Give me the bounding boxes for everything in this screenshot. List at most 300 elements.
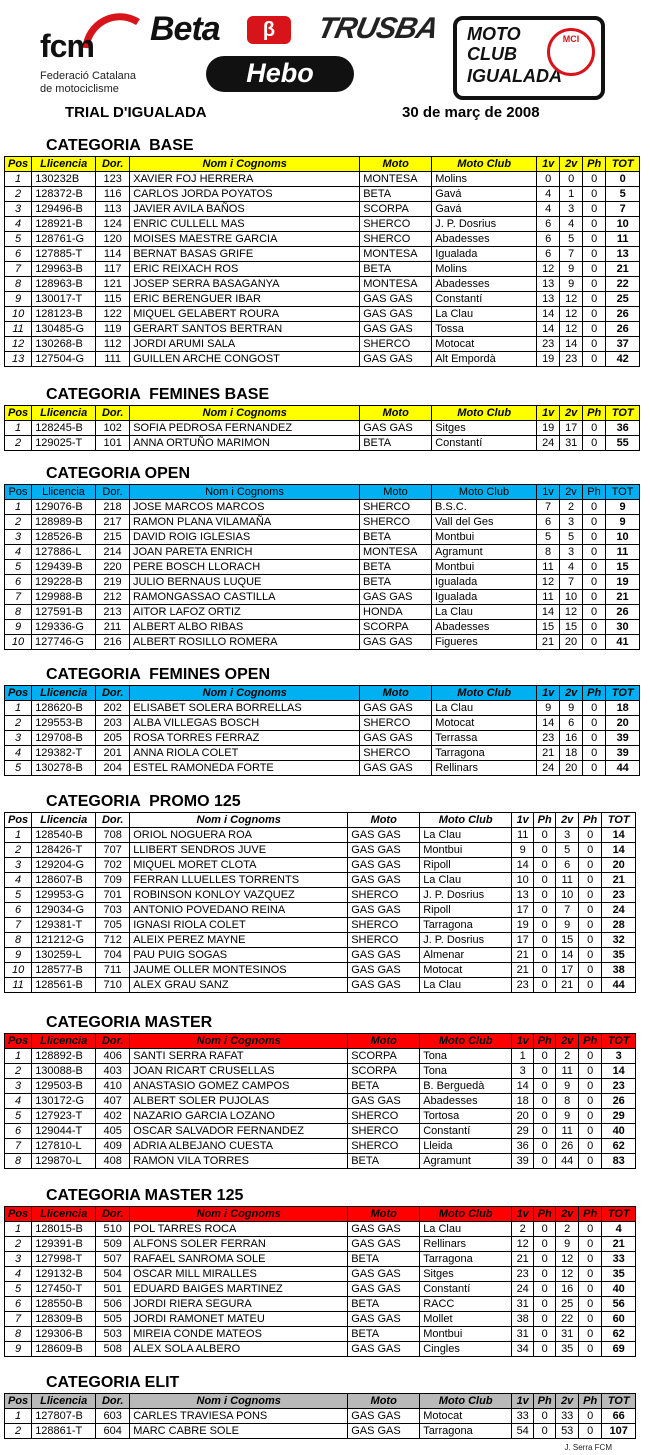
table-cell: 6 [537,217,560,232]
table-cell: 0 [579,918,602,933]
table-cell: 603 [96,1409,130,1424]
table-cell: SHERCO [360,217,432,232]
table-row [5,1297,636,1312]
table-cell: GAS GAS [348,843,420,858]
table-cell: 0 [579,1252,602,1267]
table-cell: 56 [602,1297,636,1312]
table-cell: 5 [5,1282,32,1297]
table-cell: 128372-B [32,187,96,202]
table-cell: 2 [556,1222,579,1237]
table-cell: Igualada [432,575,537,590]
table-cell: 4 [5,545,32,560]
table-header-row [5,1394,636,1409]
table-cell: JOAN PARETA ENRICH [130,545,360,560]
table-cell: 23 [602,888,636,903]
table-cell: B.S.C. [432,500,537,515]
table-cell: Tossa [432,322,537,337]
table-cell: 129708-B [32,731,96,746]
table-cell: 1 [512,1049,534,1064]
table-cell: B. Berguedà [420,1079,512,1094]
table-cell: SHERCO [348,918,420,933]
column-header: Ph [583,406,606,421]
table-cell: 0 [583,436,606,451]
table-cell: MONTESA [360,545,432,560]
table-cell: 62 [602,1327,636,1342]
table-cell: 215 [96,530,130,545]
table-cell: 21 [537,635,560,650]
table-cell: 11 [512,828,534,843]
table-cell: 9 [537,701,560,716]
table-cell: 2 [5,436,32,451]
table-cell: 121212-G [32,933,96,948]
table-cell: 8 [5,277,32,292]
table-cell: ALBERT SOLER PUJOLAS [130,1094,348,1109]
table-cell: 36 [512,1139,534,1154]
table-cell: 53 [556,1424,579,1439]
table-cell: GAS GAS [348,828,420,843]
column-header: Nom i Cognoms [130,1034,348,1049]
table-cell: 9 [556,918,579,933]
column-header: Moto Club [432,157,537,172]
table-cell: GAS GAS [348,873,420,888]
table-cell: ORIOL NOGUERA ROA [130,828,348,843]
footer-credit: J. Serra FCM [564,1443,612,1452]
column-header: Pos [5,686,32,701]
table-cell: 4 [602,1222,636,1237]
table-cell: GAS GAS [348,1312,420,1327]
table-cell: 21 [602,873,636,888]
table-cell: 0 [534,873,556,888]
table-cell: GAS GAS [360,322,432,337]
table-row [5,873,636,888]
table-cell: 0 [583,247,606,262]
table-cell: 13 [537,292,560,307]
table-cell: 0 [579,1342,602,1357]
table-cell: GAS GAS [360,590,432,605]
table-row [5,1409,636,1424]
table-cell: GAS GAS [348,1094,420,1109]
table-cell: JOSEP SERRA BASAGANYA [130,277,360,292]
table-cell: 4 [537,187,560,202]
table-row [5,933,636,948]
table-cell: 11 [556,1124,579,1139]
table-cell: ROSA TORRES FERRAZ [130,731,360,746]
table-row [5,337,640,352]
table-cell: ELISABET SOLERA BORRELLAS [130,701,360,716]
column-header: 1v [512,1394,534,1409]
table-cell: 703 [96,903,130,918]
table-cell: J. P. Dosrius [420,888,512,903]
table-cell: 503 [96,1327,130,1342]
table-cell: 0 [606,172,640,187]
table-cell: CARLES TRAVIESA PONS [130,1409,348,1424]
column-header: 1v [537,686,560,701]
column-header: TOT [606,686,640,701]
column-header: Nom i Cognoms [130,485,360,500]
table-row [5,277,640,292]
table-cell: 9 [5,620,32,635]
table-cell: 0 [579,1327,602,1342]
table-row [5,1064,636,1079]
table-cell: 128963-B [32,277,96,292]
column-header: Ph [534,813,556,828]
table-cell: 0 [534,918,556,933]
table-cell: 4 [5,873,32,888]
table-cell: BETA [360,530,432,545]
table-cell: 28 [602,918,636,933]
table-cell: 0 [579,1139,602,1154]
table-cell: 0 [583,500,606,515]
column-header: Llicencia [32,1207,96,1222]
table-cell: Agramunt [420,1154,512,1169]
table-cell: Montbui [420,1327,512,1342]
table-cell: 10 [606,217,640,232]
table-cell: 0 [583,232,606,247]
table-cell: 6 [5,1124,32,1139]
table-cell: 4 [5,217,32,232]
table-cell: 0 [583,560,606,575]
table-cell: RAFAEL SANROMA SOLE [130,1252,348,1267]
table-cell: GAS GAS [348,858,420,873]
table-cell: 129988-B [32,590,96,605]
table-row [5,1237,636,1252]
table-cell: 0 [534,933,556,948]
table-cell: BETA [348,1252,420,1267]
column-header: Nom i Cognoms [130,406,360,421]
table-cell: 15 [606,560,640,575]
table-cell: 130172-G [32,1094,96,1109]
table-cell: MONTESA [360,277,432,292]
table-cell: 12 [560,605,583,620]
table-cell: 127886-L [32,545,96,560]
table-cell: 504 [96,1267,130,1282]
table-cell: BETA [348,1154,420,1169]
table-cell: 26 [606,605,640,620]
table-cell: 0 [583,620,606,635]
table-row [5,530,640,545]
table-cell: 4 [5,746,32,761]
table-cell: 501 [96,1282,130,1297]
column-header: Ph [583,686,606,701]
fcm-logo-text: fcm [40,28,94,64]
table-cell: 7 [606,202,640,217]
table-cell: 604 [96,1424,130,1439]
table-cell: 3 [5,530,32,545]
table-cell: Sitges [432,421,537,436]
table-cell: 6 [560,716,583,731]
table-row [5,322,640,337]
table-cell: 3 [5,202,32,217]
table-cell: ANNA RIOLA COLET [130,746,360,761]
table-cell: SCORPA [360,202,432,217]
table-cell: PERE BOSCH LLORACH [130,560,360,575]
table-cell: 23 [602,1079,636,1094]
table-cell: 0 [579,843,602,858]
table-cell: 3 [5,731,32,746]
table-cell: 2 [5,716,32,731]
table-cell: GAS GAS [360,701,432,716]
table-cell: 7 [560,575,583,590]
column-header: Moto Club [432,485,537,500]
table-cell: GAS GAS [360,731,432,746]
table-cell: ERIC REIXACH ROS [130,262,360,277]
table-cell: SHERCO [348,888,420,903]
table-cell: 0 [534,1222,556,1237]
table-cell: 17 [560,421,583,436]
table-cell: 40 [602,1282,636,1297]
table-cell: Ripoll [420,903,512,918]
table-cell: 712 [96,933,130,948]
table-cell: ALEX SOLA ALBERO [130,1342,348,1357]
table-cell: JORDI RIERA SEGURA [130,1297,348,1312]
table-cell: La Clau [432,307,537,322]
column-header: TOT [606,406,640,421]
table-cell: 128245-B [32,421,96,436]
table-cell: 9 [560,701,583,716]
table-cell: 130259-L [32,948,96,963]
table-cell: 0 [583,322,606,337]
column-header: Moto Club [420,1034,512,1049]
table-cell: JULIO BERNAUS LUQUE [130,575,360,590]
table-cell: GAS GAS [360,292,432,307]
table-cell: 19 [537,421,560,436]
table-cell: 120 [96,232,130,247]
trrs-logo: TRUSBA [314,12,441,45]
table-cell: 14 [512,1079,534,1094]
table-cell: 4 [537,202,560,217]
table-row [5,828,636,843]
table-cell: 0 [579,1237,602,1252]
table-cell: 13 [537,277,560,292]
table-cell: 14 [537,716,560,731]
table-row [5,903,636,918]
table-cell: 129553-B [32,716,96,731]
table-cell: ALEX GRAU SANZ [130,978,348,993]
table-cell: SHERCO [348,933,420,948]
column-header: TOT [606,157,640,172]
fcm-subtitle-line-1: Federació Catalana [40,70,137,82]
category-title: CATEGORIA ELIT [46,1374,180,1391]
table-cell: 0 [583,515,606,530]
table-cell: JORDI ARUMI SALA [130,337,360,352]
table-cell: 2 [5,1064,32,1079]
column-header: Moto Club [420,813,512,828]
table-cell: 2 [5,843,32,858]
table-cell: 129496-B [32,202,96,217]
table-cell: 129953-G [32,888,96,903]
table-cell: 18 [560,746,583,761]
table-cell: 1 [5,701,32,716]
table-cell: 130278-B [32,761,96,776]
table-cell: 0 [534,1139,556,1154]
table-cell: 24 [537,761,560,776]
table-cell: 0 [534,948,556,963]
table-cell: 14 [602,1064,636,1079]
table-cell: 507 [96,1252,130,1267]
table-cell: ALEIX PEREZ MAYNE [130,933,348,948]
table-cell: 22 [606,277,640,292]
table-cell: 127885-T [32,247,96,262]
table-cell: Agramunt [432,545,537,560]
column-header: Dor. [96,813,130,828]
table-cell: 129336-G [32,620,96,635]
table-cell: La Clau [432,605,537,620]
table-row [5,232,640,247]
table-cell: 510 [96,1222,130,1237]
table-cell: 3 [5,858,32,873]
table-cell: 0 [534,1282,556,1297]
table-cell: 20 [560,761,583,776]
table-cell: 0 [583,716,606,731]
column-header: Dor. [96,406,130,421]
table-cell: 107 [602,1424,636,1439]
table-cell: 403 [96,1064,130,1079]
column-header: 1v [537,157,560,172]
column-header: Ph [534,1394,556,1409]
table-cell: 128309-B [32,1312,96,1327]
table-cell: GAS GAS [348,978,420,993]
table-cell: 111 [96,352,130,367]
table-cell: 128577-B [32,963,96,978]
table-cell: 44 [606,761,640,776]
column-header: 2v [556,1394,579,1409]
column-header: 2v [560,686,583,701]
table-cell: 707 [96,843,130,858]
column-header: Moto [348,813,420,828]
table-cell: Alt Empordà [432,352,537,367]
column-header: Pos [5,485,32,500]
table-cell: 6 [556,858,579,873]
table-cell: 0 [579,1297,602,1312]
table-cell: GAS GAS [348,1222,420,1237]
table-cell: 25 [556,1297,579,1312]
table-cell: SCORPA [360,620,432,635]
table-cell: 62 [602,1139,636,1154]
event-date: 30 de març de 2008 [402,104,540,121]
table-cell: 203 [96,716,130,731]
table-cell: 12 [560,322,583,337]
table-cell: 1 [5,500,32,515]
table-cell: 31 [512,1327,534,1342]
table-cell: 129228-B [32,575,96,590]
table-cell: 128123-B [32,307,96,322]
table-cell: 44 [556,1154,579,1169]
table-cell: Figueres [432,635,537,650]
table-row [5,575,640,590]
table-cell: 0 [534,1064,556,1079]
table-cell: 5 [5,232,32,247]
table-cell: SCORPA [348,1049,420,1064]
table-cell: 4 [5,1094,32,1109]
table-row [5,1139,636,1154]
table-cell: 129306-B [32,1327,96,1342]
table-cell: RAMONGASSAO CASTILLA [130,590,360,605]
table-cell: 5 [560,530,583,545]
table-row [5,187,640,202]
table-cell: 55 [606,436,640,451]
table-cell: 20 [602,858,636,873]
table-cell: 0 [583,217,606,232]
table-cell: 402 [96,1109,130,1124]
category-title: CATEGORIA FEMINES BASE [46,386,270,403]
table-cell: Abadesses [432,277,537,292]
table-cell: 0 [579,1079,602,1094]
table-cell: 708 [96,828,130,843]
table-row [5,545,640,560]
table-cell: BETA [360,436,432,451]
table-row [5,858,636,873]
table-cell: HONDA [360,605,432,620]
table-header-row [5,157,640,172]
club-logo-line-3: IGUALADA [467,66,562,86]
table-cell: 17 [556,963,579,978]
table-cell: Mollet [420,1312,512,1327]
table-cell: 211 [96,620,130,635]
table-cell: 0 [583,421,606,436]
table-cell: ESTEL RAMONEDA FORTE [130,761,360,776]
table-cell: 506 [96,1297,130,1312]
table-cell: 127591-B [32,605,96,620]
table-cell: 12 [537,262,560,277]
table-cell: ALFONS SOLER FERRAN [130,1237,348,1252]
table-cell: 0 [534,1252,556,1267]
table-cell: 127923-T [32,1109,96,1124]
table-cell: ADRIA ALBEJANO CUESTA [130,1139,348,1154]
table-cell: 8 [556,1094,579,1109]
table-cell: 10 [556,888,579,903]
table-cell: BETA [360,187,432,202]
table-cell: 0 [579,1124,602,1139]
table-row [5,716,640,731]
table-cell: 10 [5,307,32,322]
table-row [5,590,640,605]
table-cell: 128620-B [32,701,96,716]
mci-badge-icon: MCI [547,28,595,76]
table-row [5,515,640,530]
fcm-subtitle-line-2: de motociclisme [40,83,119,95]
table-cell: Sitges [420,1267,512,1282]
table-cell: MIQUEL GELABERT ROURA [130,307,360,322]
table-row [5,217,640,232]
table-cell: 20 [560,635,583,650]
table-cell: GAS GAS [348,1424,420,1439]
table-cell: 128607-B [32,873,96,888]
column-header: TOT [602,813,636,828]
table-row [5,620,640,635]
table-cell: 8 [5,1154,32,1169]
table-cell: 8 [5,1327,32,1342]
column-header: Moto [360,686,432,701]
table-cell: 0 [579,1312,602,1327]
table-cell: 2 [5,1237,32,1252]
table-cell: 216 [96,635,130,650]
table-cell: Cingles [420,1342,512,1357]
column-header: Llicencia [32,485,96,500]
table-cell: 405 [96,1124,130,1139]
table-cell: ERIC BERENGUER IBAR [130,292,360,307]
column-header: Moto Club [420,1394,512,1409]
table-cell: 23 [537,731,560,746]
table-cell: GUILLEN ARCHE CONGOST [130,352,360,367]
table-cell: 113 [96,202,130,217]
table-cell: SANTI SERRA RAFAT [130,1049,348,1064]
column-header: Llicencia [32,406,96,421]
table-cell: 115 [96,292,130,307]
beta-badge-icon: β [247,16,291,44]
column-header: Llicencia [32,1034,96,1049]
table-row [5,202,640,217]
table-cell: MONTESA [360,247,432,262]
